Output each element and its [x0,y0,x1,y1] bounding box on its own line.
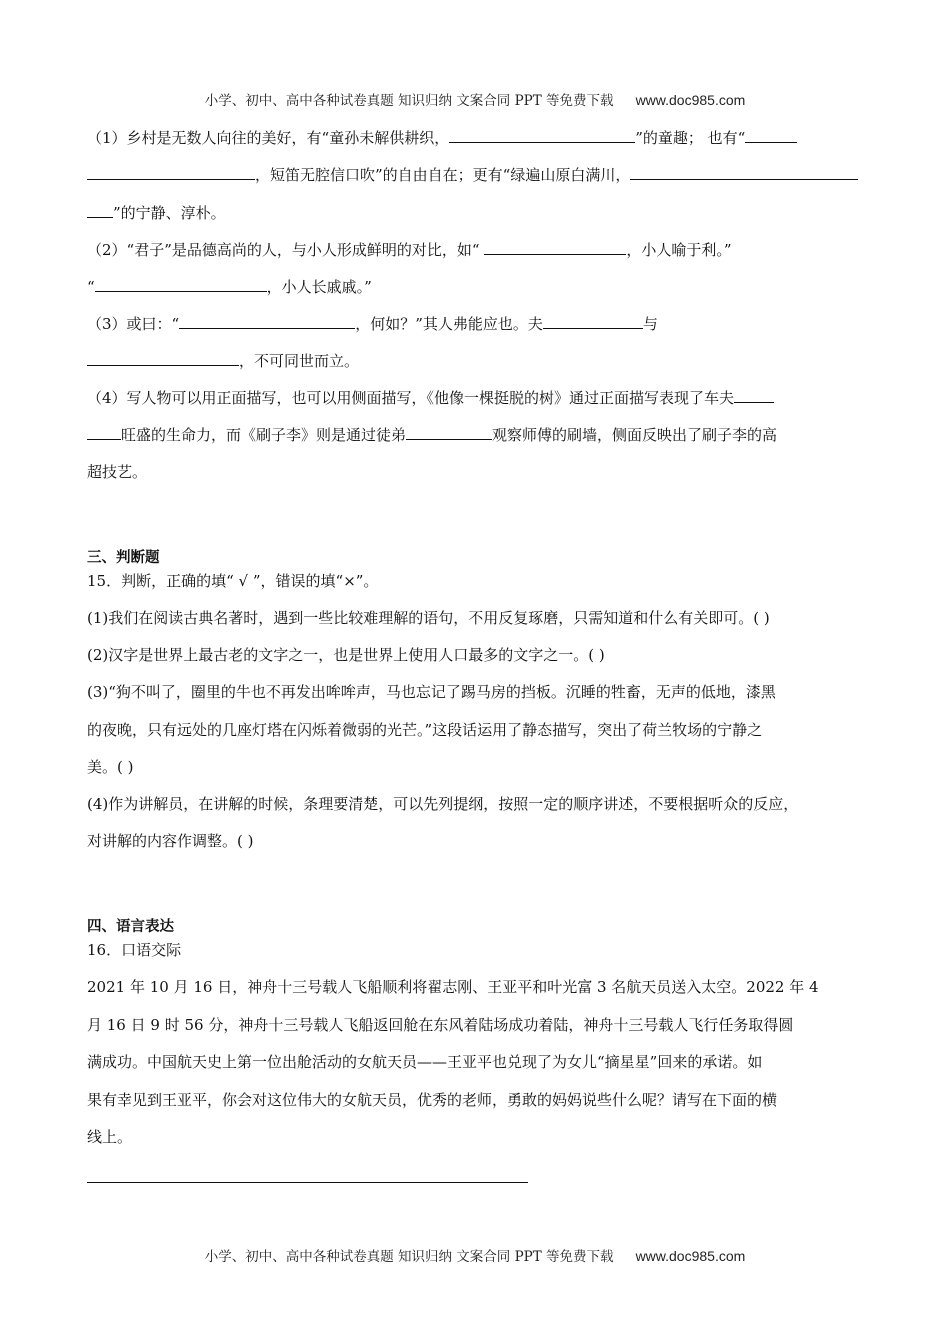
fill-q1-line3 [87,203,226,223]
judge-item-2-text: (2)汉字是世界上最古老的文字之一，也是世界上使用人口最多的文字之一。 [87,646,589,664]
fill-q4-line1 [87,388,774,408]
judge-item-2 [87,645,605,665]
q1-text-a: （1）乡村是无数人向往的美好，有“童孙未解供耕织， [87,129,450,147]
q1-blank-3a[interactable] [630,165,858,180]
q3-text-a: （3）或曰：“ [87,315,180,333]
q1-blank-3b[interactable] [87,203,113,218]
question-16: 16．口语交际 [87,941,182,959]
judge-item-3-answer[interactable]: ( ) [117,758,134,776]
fill-q1-line2 [87,165,858,185]
q2-text-c: “ [87,278,95,296]
fill-q1-line1 [87,128,797,148]
judge-item-3-text-end: 美。 [87,758,118,776]
judge-item-3-line2: 的夜晚，只有远处的几座灯塔在闪烁着微弱的光芒。”这段话运用了静态描写，突出了荷兰牧场的宁静之 [87,721,763,739]
passage-line-3: 满成功。中国航天史上第一位出舱活动的女航天员——王亚平也兑现了为女儿“摘星星”回来的承诺。如 [87,1053,763,1071]
q1-blank-1[interactable] [449,128,635,143]
judge-item-4-text-end: 对讲解的内容作调整。 [87,832,238,850]
footer-site-link[interactable]: www.doc985.com [635,1248,746,1264]
answer-blank-line[interactable] [87,1181,528,1183]
header-text: 小学、初中、高中各种试卷真题 知识归纳 文案合同 PPT 等免费下载 [204,93,614,109]
q4-text-d: 超技艺。 [87,463,148,481]
judge-item-3-line1: (3)“狗不叫了，圈里的牛也不再发出哞哞声，马也忘记了踢马房的挡板。沉睡的牲畜，无声的低地，漆黑 [87,683,776,701]
judge-item-1 [87,608,770,628]
q1-text-b: ”的童趣； 也有“ [635,129,746,147]
q3-blank-2[interactable] [543,314,643,329]
q3-blank-1[interactable] [179,314,355,329]
page-footer [0,1245,950,1265]
q3-text-d: ，不可同世而立。 [239,352,360,370]
passage-line-5: 线上。 [87,1128,133,1146]
judge-item-3-line3 [87,757,134,777]
passage-line-1: 2021 年 10 月 16 日，神舟十三号载人飞船顺利将翟志刚、王亚平和叶光富 3 名航天员送入太空。2022 年 4 [87,978,819,996]
q1-text-c: ，短笛无腔信口吹”的自由自在；更有“绿遍山原白满川， [255,166,631,184]
q4-blank-1b[interactable] [87,425,121,440]
fill-q2-line1 [87,240,732,260]
q2-blank-1[interactable] [484,240,626,255]
fill-q2-line2 [87,277,372,297]
q2-text-d: ，小人长戚戚。” [266,278,372,296]
q2-text-a: （2）“君子”是品德高尚的人，与小人形成鲜明的对比，如“ [87,241,485,259]
judge-item-1-text: (1)我们在阅读古典名著时，遇到一些比较难理解的语句，不用反复琢磨，只需知道和什么有关即可。 [87,609,754,627]
judge-item-4-line2 [87,831,254,851]
fill-q3-line1 [87,314,658,334]
judge-item-4-line1: (4)作为讲解员，在讲解的时候，条理要清楚，可以先列提纲，按照一定的顺序讲述，不要根据听众的反应， [87,795,799,813]
q4-blank-1a[interactable] [734,388,774,403]
section-3-title: 三、判断题 [87,550,160,566]
fill-q4-line3 [87,462,147,482]
q1-blank-2b[interactable] [87,165,255,180]
page-header [0,89,950,109]
fill-q4-line2 [87,425,777,445]
q4-blank-2[interactable] [406,425,492,440]
question-15: 15．判断，正确的填“ √ ”，错误的填“×”。 [87,572,379,590]
judge-item-2-answer[interactable]: ( ) [588,646,605,664]
q4-text-a: （4）写人物可以用正面描写，也可以用侧面描写，《他像一棵挺脱的树》通过正面描写表现了车夫 [87,389,735,407]
section-4-title: 四、语言表达 [87,919,174,935]
q3-text-b: ，何如？”其人弗能应也。夫 [355,315,543,333]
passage-line-2: 月 16 日 9 时 56 分，神舟十三号载人飞船返回舱在东风着陆场成功着陆，神舟十三号载人飞行任务取得圆 [87,1016,794,1034]
q2-text-b: ，小人喻于利。” [626,241,732,259]
passage-line-4: 果有幸见到王亚平，你会对这位伟大的女航天员，优秀的老师，勇敢的妈妈说些什么呢？请写在下面的横 [87,1091,778,1109]
footer-text: 小学、初中、高中各种试卷真题 知识归纳 文案合同 PPT 等免费下载 [204,1249,614,1265]
q1-blank-2a[interactable] [745,128,797,143]
judge-item-4-answer[interactable]: ( ) [237,832,254,850]
q4-text-b: 旺盛的生命力，而《刷子李》则是通过徒弟 [121,426,407,444]
header-site-link[interactable]: www.doc985.com [635,92,746,108]
q2-blank-2[interactable] [95,277,267,292]
q1-text-d: ”的宁静、淳朴。 [113,204,226,222]
q3-blank-3[interactable] [87,351,239,366]
fill-q3-line2 [87,351,359,371]
q3-text-c: 与 [642,315,658,333]
q4-text-c: 观察师傅的刷墙，侧面反映出了刷子李的高 [492,426,778,444]
judge-item-1-answer[interactable]: ( ) [753,609,770,627]
